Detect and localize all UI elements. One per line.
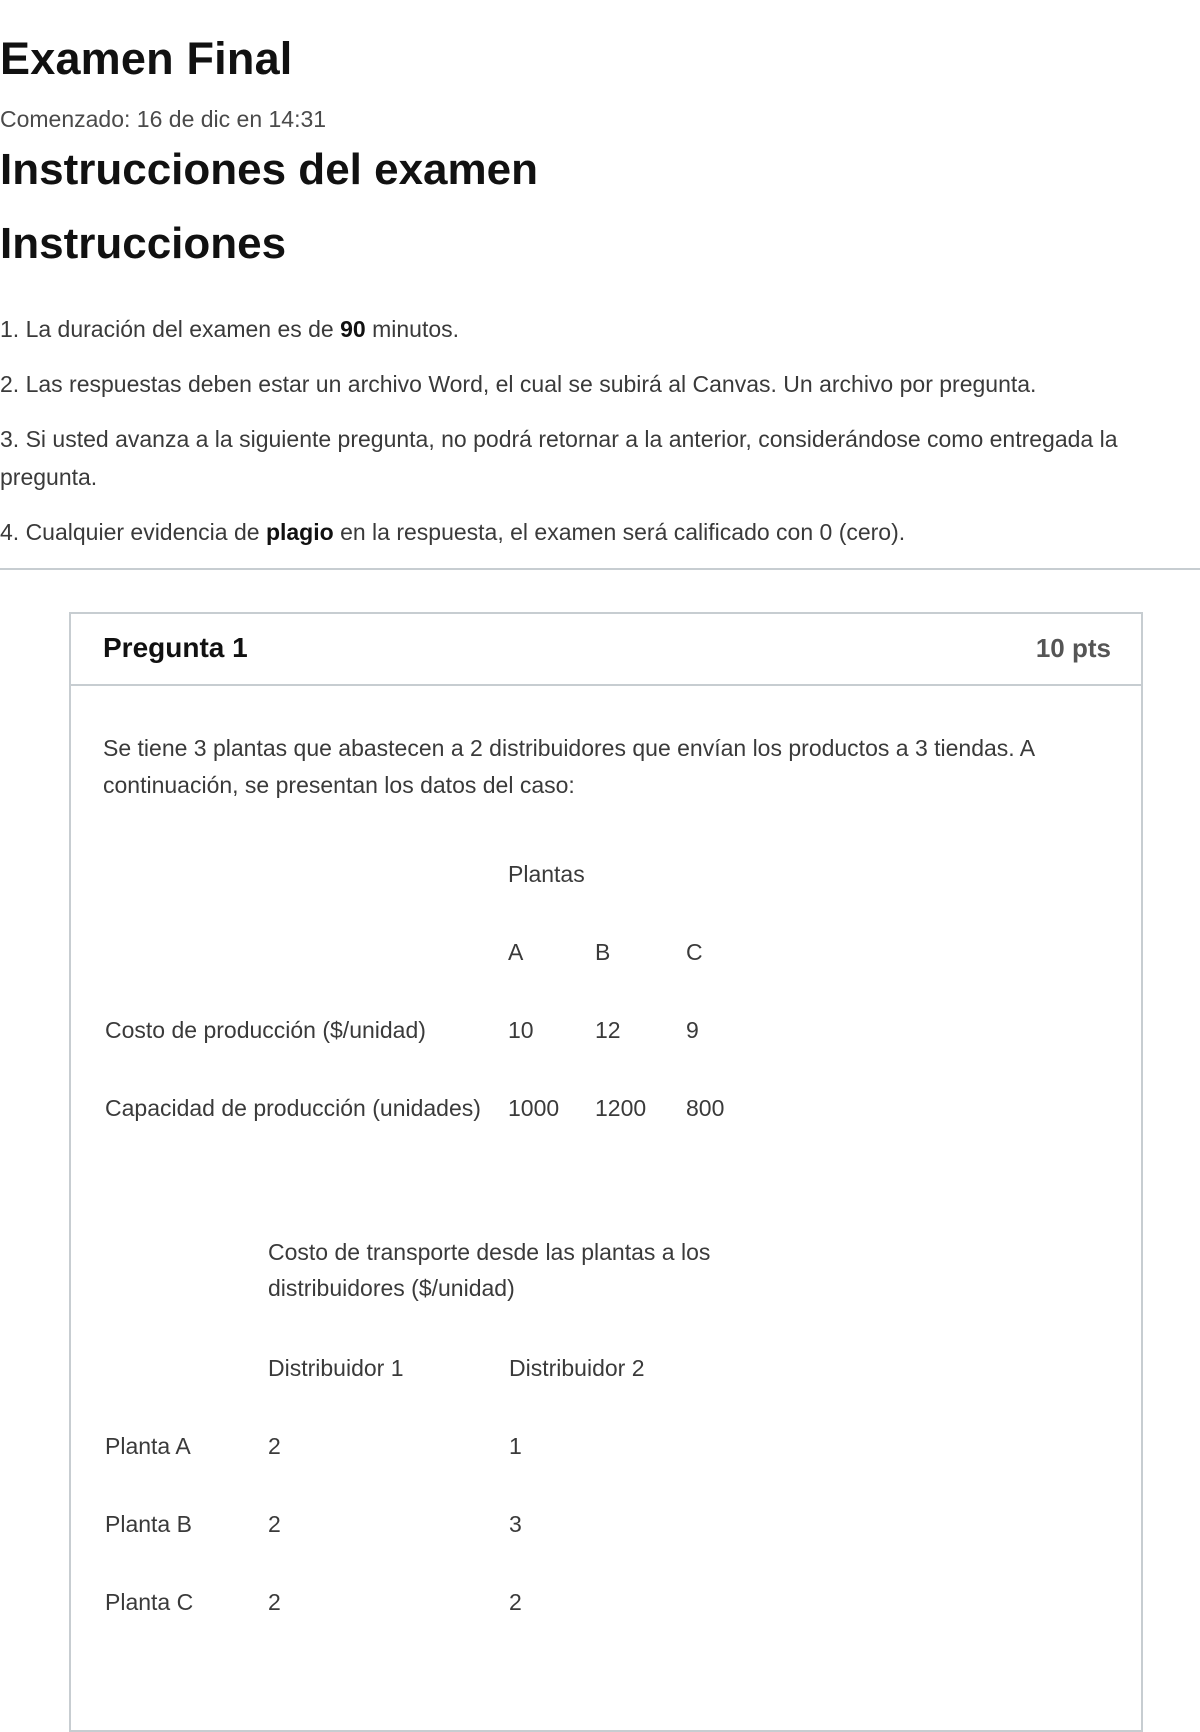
question-header (71, 614, 1141, 686)
question-card (69, 612, 1143, 1732)
plants-cell: 9 (686, 1017, 699, 1043)
transport-table-caption: Costo de transporte desde las plantas a los distribuidores ($/unidad) (268, 1239, 711, 1301)
plants-col-c: C (686, 939, 703, 965)
transport-row-label: Planta A (105, 1433, 191, 1459)
transport-cell: 2 (268, 1433, 281, 1459)
instruction-item-2: 2. Las respuestas deben estar un archivo Word, el cual se subirá al Canvas. Un archivo por pregunta. (0, 371, 1037, 397)
question-intro: Se tiene 3 plantas que abastecen a 2 distribuidores que envían los productos a 3 tiendas. A continuación, se presentan los datos del caso: (103, 735, 1034, 798)
question-points: 10 pts (1035, 633, 1111, 663)
instruction-item-3: 3. Si usted avanza a la siguiente pregunta, no podrá retornar a la anterior, considerándose como entregada la pregunta. (0, 426, 1118, 490)
started-timestamp: Comenzado: 16 de dic en 14:31 (0, 106, 327, 132)
page-title: Examen Final (0, 33, 293, 84)
transport-cell: 3 (509, 1511, 522, 1537)
instructions-subheading: Instrucciones (0, 219, 287, 268)
question-title: Pregunta 1 (103, 632, 248, 663)
question-body (103, 730, 1103, 804)
transport-row-label: Planta B (105, 1511, 192, 1537)
plants-table-header: Plantas (508, 861, 585, 887)
instructions-list (0, 310, 1200, 568)
plants-cell: 1200 (595, 1095, 647, 1121)
plants-col-b: B (595, 939, 611, 965)
plants-cell: 12 (595, 1017, 621, 1043)
transport-col-1: Distribuidor 1 (268, 1355, 404, 1381)
plants-row-label: Costo de producción ($/unidad) (105, 1017, 426, 1043)
instructions-heading: Instrucciones del examen (0, 145, 538, 194)
section-divider (0, 568, 1200, 570)
transport-cell: 2 (268, 1511, 281, 1537)
transport-cell: 1 (509, 1433, 522, 1459)
instruction-item-1: 1. La duración del examen es de 90 minutos. (0, 316, 460, 342)
plants-col-a: A (508, 939, 524, 965)
plants-cell: 800 (686, 1095, 725, 1121)
transport-cell: 2 (509, 1589, 522, 1615)
plants-cell: 10 (508, 1017, 534, 1043)
plants-cell: 1000 (508, 1095, 560, 1121)
transport-col-2: Distribuidor 2 (509, 1355, 645, 1381)
transport-row-label: Planta C (105, 1589, 194, 1615)
instruction-item-4: 4. Cualquier evidencia de plagio en la respuesta, el examen será calificado con 0 (cero). (0, 519, 906, 545)
plants-row-label: Capacidad de producción (unidades) (105, 1095, 481, 1121)
transport-cell: 2 (268, 1589, 281, 1615)
